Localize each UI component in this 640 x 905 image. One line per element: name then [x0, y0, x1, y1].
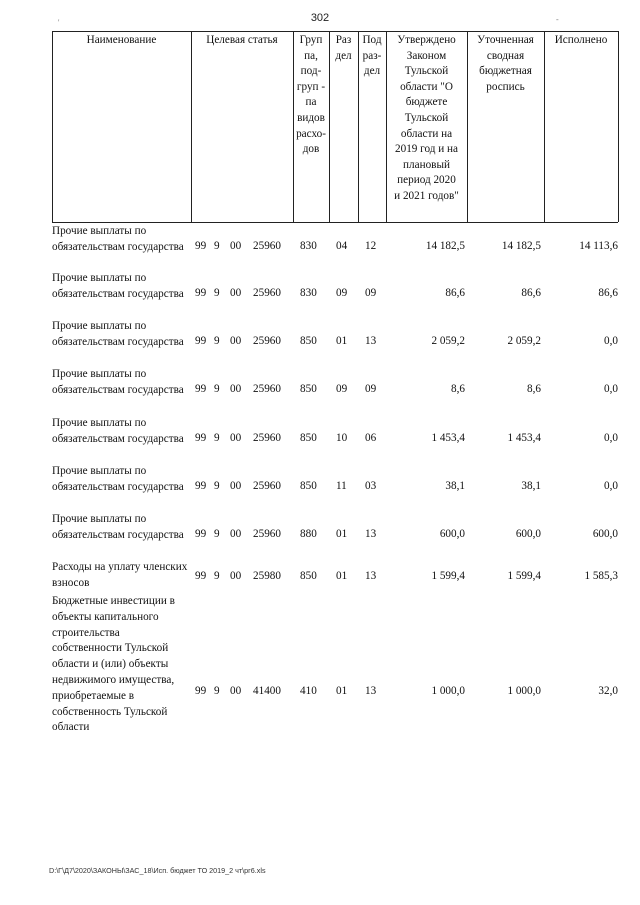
executed-amount: 0,0	[604, 383, 618, 395]
target-part-2: 9	[214, 383, 220, 395]
target-part-3: 00	[230, 570, 242, 582]
section-code: 01	[336, 335, 348, 347]
row-name: Прочие выплаты по обязательствам государства	[52, 272, 184, 300]
approved-amount: 1 453,4	[431, 432, 465, 444]
group-code: 850	[300, 335, 317, 347]
table-row	[0, 367, 640, 415]
target-part-4: 41400	[253, 685, 281, 697]
group-code: 410	[300, 685, 317, 697]
target-part-2: 9	[214, 570, 220, 582]
target-part-3: 00	[230, 432, 242, 444]
approved-amount: 38,1	[445, 480, 465, 492]
approved-amount: 86,6	[445, 287, 465, 299]
header-divider	[618, 31, 619, 222]
target-part-2: 9	[214, 685, 220, 697]
header-approved: Утверждено Законом Тульской области "О бюджете Тульской области на 2019 год и на плановый период 2020 и 2021 годов"	[394, 34, 459, 202]
group-code: 830	[300, 287, 317, 299]
approved-amount: 1 000,0	[431, 685, 465, 697]
target-part-4: 25960	[253, 287, 281, 299]
header-name: Наименование	[86, 34, 157, 46]
target-part-3: 00	[230, 240, 242, 252]
target-part-1: 99	[195, 287, 207, 299]
target-part-1: 99	[195, 570, 207, 582]
group-code: 880	[300, 528, 317, 540]
section-code: 01	[336, 570, 348, 582]
target-part-3: 00	[230, 480, 242, 492]
target-part-2: 9	[214, 480, 220, 492]
target-part-2: 9	[214, 528, 220, 540]
section-code: 11	[336, 480, 347, 492]
target-part-1: 99	[195, 528, 207, 540]
target-part-2: 9	[214, 287, 220, 299]
section-code: 10	[336, 432, 348, 444]
header-group: Груп па, под- груп - па видов расхо- дов	[296, 34, 326, 156]
approved-amount: 1 599,4	[431, 570, 465, 582]
target-part-1: 99	[195, 383, 207, 395]
header-refined: Уточненная сводная бюджетная роспись	[477, 34, 534, 93]
table-row	[0, 512, 640, 560]
group-code: 850	[300, 570, 317, 582]
header-divider	[191, 31, 192, 222]
executed-amount: 1 585,3	[584, 570, 618, 582]
row-name: Расходы на уплату членских взносов	[52, 561, 188, 589]
header-section: Раз дел	[335, 34, 352, 62]
table-row	[0, 560, 640, 594]
header-divider	[544, 31, 545, 222]
subsection-code: 13	[365, 335, 377, 347]
group-code: 830	[300, 240, 317, 252]
target-part-3: 00	[230, 528, 242, 540]
target-part-3: 00	[230, 287, 242, 299]
margin-mark-left: '	[58, 18, 60, 27]
table-row	[0, 224, 640, 272]
header-top-border	[52, 31, 618, 32]
subsection-code: 13	[365, 570, 377, 582]
header-target: Целевая статья	[206, 34, 278, 46]
subsection-code: 13	[365, 685, 377, 697]
target-part-4: 25960	[253, 383, 281, 395]
refined-amount: 14 182,5	[501, 240, 541, 252]
subsection-code: 03	[365, 480, 377, 492]
row-name: Прочие выплаты по обязательствам государства	[52, 465, 184, 493]
section-code: 01	[336, 685, 348, 697]
executed-amount: 0,0	[604, 480, 618, 492]
row-name: Бюджетные инвестиции в объекты капитального строительства собственности Тульской области и (или) объекты недвижимого имущества, приобретаемые в собственность Тульской области	[52, 595, 175, 734]
header-subsection: Под раз- дел	[362, 34, 382, 78]
table-row	[0, 416, 640, 464]
header-divider	[52, 31, 53, 222]
row-name: Прочие выплаты по обязательствам государства	[52, 513, 184, 541]
approved-amount: 2 059,2	[431, 335, 465, 347]
approved-amount: 8,6	[451, 383, 465, 395]
target-part-1: 99	[195, 240, 207, 252]
executed-amount: 14 113,6	[579, 240, 618, 252]
margin-mark-right: -	[556, 15, 559, 24]
section-code: 04	[336, 240, 348, 252]
target-part-4: 25980	[253, 570, 281, 582]
target-part-3: 00	[230, 383, 242, 395]
executed-amount: 0,0	[604, 335, 618, 347]
group-code: 850	[300, 383, 317, 395]
footer-file-path: D:\Г\Д7\2020\ЗАКОНЫ\ЗАС_18\Исп. бюджет ТО 2019_2 чт\рг6.xls	[49, 866, 266, 875]
target-part-2: 9	[214, 240, 220, 252]
target-part-4: 25960	[253, 240, 281, 252]
subsection-code: 09	[365, 383, 377, 395]
table-row	[0, 271, 640, 319]
header-bottom-border	[52, 222, 618, 223]
table-row	[0, 594, 640, 758]
target-part-4: 25960	[253, 432, 281, 444]
target-part-2: 9	[214, 432, 220, 444]
target-part-4: 25960	[253, 335, 281, 347]
refined-amount: 600,0	[515, 528, 541, 540]
subsection-code: 12	[365, 240, 377, 252]
table-row	[0, 464, 640, 512]
target-part-1: 99	[195, 335, 207, 347]
row-name: Прочие выплаты по обязательствам государства	[52, 320, 184, 348]
header-executed: Исполнено	[554, 34, 608, 46]
target-part-1: 99	[195, 685, 207, 697]
section-code: 09	[336, 383, 348, 395]
group-code: 850	[300, 432, 317, 444]
row-name: Прочие выплаты по обязательствам государства	[52, 417, 184, 445]
target-part-3: 00	[230, 685, 242, 697]
subsection-code: 13	[365, 528, 377, 540]
executed-amount: 0,0	[604, 432, 618, 444]
table-row	[0, 319, 640, 367]
target-part-1: 99	[195, 480, 207, 492]
target-part-1: 99	[195, 432, 207, 444]
row-name: Прочие выплаты по обязательствам государства	[52, 225, 184, 253]
page-number: 302	[310, 12, 330, 24]
target-part-3: 00	[230, 335, 242, 347]
refined-amount: 2 059,2	[507, 335, 541, 347]
section-code: 09	[336, 287, 348, 299]
approved-amount: 600,0	[439, 528, 465, 540]
target-part-2: 9	[214, 335, 220, 347]
executed-amount: 600,0	[592, 528, 618, 540]
refined-amount: 86,6	[521, 287, 541, 299]
refined-amount: 8,6	[527, 383, 541, 395]
refined-amount: 1 453,4	[507, 432, 541, 444]
approved-amount: 14 182,5	[425, 240, 465, 252]
group-code: 850	[300, 480, 317, 492]
executed-amount: 32,0	[598, 685, 618, 697]
subsection-code: 06	[365, 432, 377, 444]
row-name: Прочие выплаты по обязательствам государства	[52, 368, 184, 396]
executed-amount: 86,6	[598, 287, 618, 299]
section-code: 01	[336, 528, 348, 540]
refined-amount: 38,1	[521, 480, 541, 492]
refined-amount: 1 599,4	[507, 570, 541, 582]
target-part-4: 25960	[253, 528, 281, 540]
refined-amount: 1 000,0	[507, 685, 541, 697]
subsection-code: 09	[365, 287, 377, 299]
target-part-4: 25960	[253, 480, 281, 492]
